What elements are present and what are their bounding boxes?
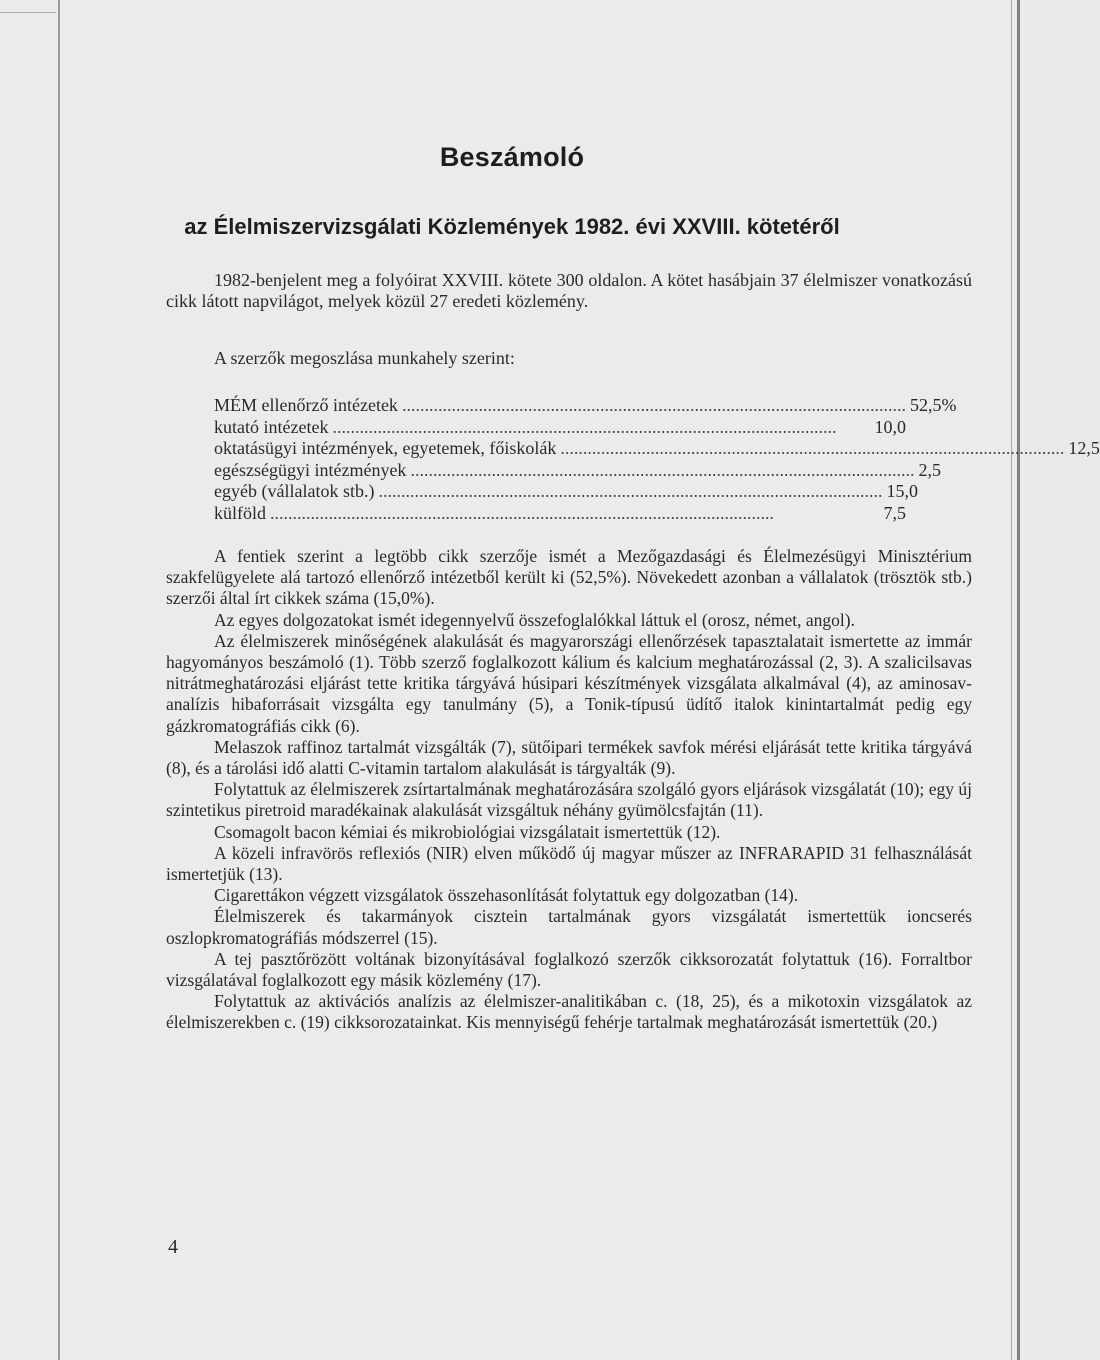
list-item-label: egészségügyi intézmények <box>214 459 407 480</box>
body-paragraph: Folytattuk az aktivációs analízis az élelmiszer-analitikában c. (18, 25), és a mikotoxin vizsgálatok az élelmiszerekben c. (19) cikksorozatainkat. Kis mennyiségű fehérje tartalmak meghatározását ismertettük (20.) <box>166 991 972 1033</box>
body-paragraph: Melaszok raffinoz tartalmát vizsgálták (7), sütőipari termékek savfok mérési eljárását tette kritika tárgyává (8), és a tárolási idő alatti C-vitamin tartalom alakulását is tárgyalták (9). <box>166 736 972 779</box>
intro-block <box>166 270 972 312</box>
body-paragraph: Folytattuk az élelmiszerek zsírtartalmának meghatározására szolgáló gyors eljárások vizsgálatát (10); egy új szintetikus piretroid maradékainak alakulását vizsgáltuk néhány gyümölcsfajtán (11). <box>166 779 972 821</box>
leader-dots: ................................................................................................................ <box>410 459 915 480</box>
body-paragraph: Élelmiszerek és takarmányok cisztein tartalmának gyors vizsgálatát ismertettük ioncserés oszlopkromatográfiás módszerrel (15). <box>166 906 972 948</box>
author-distribution-list <box>214 395 1100 524</box>
page-edge-top <box>0 12 56 13</box>
list-item-value: 12,5 <box>1068 438 1100 458</box>
list-item-label: MÉM ellenőrző intézetek <box>214 395 398 415</box>
list-item-value: 2,5 <box>918 459 941 480</box>
leader-dots: ................................................................................................................ <box>378 481 883 501</box>
list-item-value: 7,5 <box>883 502 906 523</box>
page-subtitle: az Élelmiszervizsgálati Közlemények 1982. évi XXVIII. kötetéről <box>184 214 840 239</box>
body-paragraph: Cigarettákon végzett vizsgálatok összehasonlítását folytattuk egy dolgozatban (14). <box>214 885 799 906</box>
list-item-value: 52,5% <box>909 395 957 415</box>
list-item-label: oktatásügyi intézmények, egyetemek, főiskolák <box>214 438 557 458</box>
body-paragraph: Az egyes dolgozatokat ismét idegennyelvű összefoglalókkal láttuk el (orosz, német, angol). <box>214 609 855 630</box>
page-title: Beszámoló <box>439 142 585 172</box>
list-item <box>214 417 906 439</box>
leader-dots: ................................................................................................................ <box>560 438 1065 458</box>
leader-dots: ................................................................................................................ <box>270 502 774 523</box>
page-edge-right-inner <box>1011 0 1012 1360</box>
page-edge-right <box>1017 0 1020 1360</box>
list-item <box>214 395 957 417</box>
list-item <box>214 459 941 482</box>
body-paragraph: Csomagolt bacon kémiai és mikrobiológiai vizsgálatait ismertettük (12). <box>214 821 721 842</box>
list-item-value: 15,0 <box>886 481 918 501</box>
leader-dots: ................................................................................................................ <box>401 395 906 415</box>
list-item-label: egyéb (vállalatok stb.) <box>214 481 375 501</box>
body-text <box>166 546 972 1034</box>
list-item <box>214 438 1100 460</box>
list-item <box>214 503 906 525</box>
intro-paragraph: 1982-benjelent meg a folyóirat XXVIII. kötete 300 oldalon. A kötet hasábjain 37 élelmiszer vonatkozású cikk látott napvilágot, melyek közül 27 eredeti közlemény. <box>166 270 972 311</box>
distribution-lead: A szerzők megoszlása munkahely szerint: <box>214 348 515 368</box>
list-item <box>214 481 918 503</box>
lead-block <box>166 348 972 369</box>
leader-dots: ................................................................................................................ <box>332 416 837 437</box>
body-paragraph: Az élelmiszerek minőségének alakulását és magyarországi ellenőrzések tapasztalatait ismertette az immár hagyományos beszámoló (1). Több szerző foglalkozott kálium és kalcium meghatározással (2, 3). A szalicilsavas nitrátmeghatározási eljárást tette kritika tárgyává húsipari készítmények vizsgálata alkalmával (4), az aminosav-analízis hibaforrásait vizsgálta egy tanulmány (5), a Tonik-típusú üdítő italok kinintartalmát pedig egy gázkromatográfiás cikk (6). <box>166 630 972 736</box>
body-paragraph: A tej pasztőrözött voltának bizonyításával foglalkozó szerzők cikksorozatát folytattuk (16). Forraltbor vizsgálatával foglalkozott egy másik közlemény (17). <box>166 948 972 991</box>
page-number: 4 <box>168 1236 178 1258</box>
list-item-label: külföld <box>214 502 266 523</box>
body-paragraph: A fentiek szerint a legtöbb cikk szerzője ismét a Mezőgazdasági és Élelmezésügyi Minisztérium szakfelügyelete alá tartozó ellenőrző intézetből került ki (52,5%). Növekedett azonban a vállalatok (trösztök stb.) szerzői által írt cikkek száma (15,0%). <box>166 546 972 609</box>
page-edge-left <box>58 0 60 1360</box>
body-paragraph: A közeli infravörös reflexiós (NIR) elven működő új magyar műszer az INFRARAPID 31 felhasználását ismertetjük (13). <box>166 842 972 885</box>
list-item-value: 10,0 <box>874 416 906 437</box>
list-item-label: kutató intézetek <box>214 416 329 437</box>
